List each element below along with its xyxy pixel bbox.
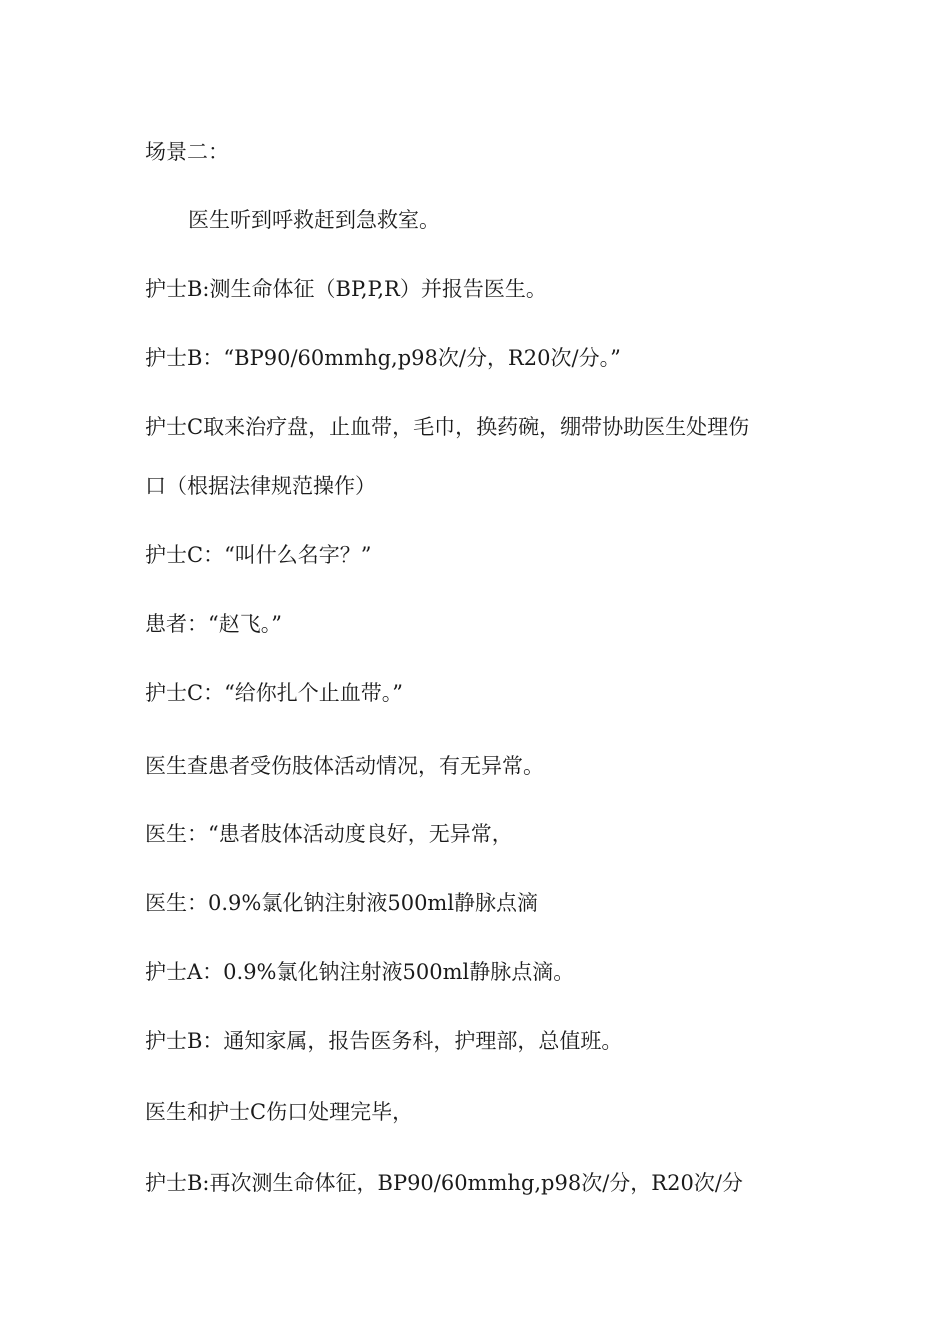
text-line: 患者：“赵飞。”	[145, 612, 282, 636]
text-line: 医生查患者受伤肢体活动情况，有无异常。	[145, 754, 544, 778]
text-line: 护士B：通知家属，报告医务科，护理部，总值班。	[145, 1029, 623, 1053]
text-line: 护士A：0.9%氯化钠注射液500ml静脉点滴。	[145, 960, 575, 984]
text-line: 医生和护士C伤口处理完毕，	[145, 1100, 414, 1124]
text-line: 医生：“患者肢体活动度良好，无异常，	[145, 822, 513, 846]
text-line: 护士C：“给你扎个止血带。”	[145, 681, 404, 705]
text-line: 护士C：“叫什么名字？”	[145, 543, 372, 567]
text-line: 护士B:再次测生命体征，BP90/60mmhg,p98次/分，R20次/分	[145, 1171, 743, 1195]
text-line: 医生听到呼救赶到急救室。	[188, 208, 440, 232]
text-line: 护士C取来治疗盘，止血带，毛巾，换药碗，绷带协助医生处理伤	[145, 415, 750, 439]
scene-heading: 场景二：	[145, 140, 229, 164]
text-line: 口（根据法律规范操作）	[145, 474, 376, 498]
text-line: 护士B:测生命体征（BP,P,R）并报告医生。	[145, 277, 547, 301]
text-line: 医生：0.9%氯化钠注射液500ml静脉点滴	[145, 891, 539, 915]
text-line: 护士B：“BP90/60mmhg,p98次/分，R20次/分。”	[145, 346, 621, 370]
